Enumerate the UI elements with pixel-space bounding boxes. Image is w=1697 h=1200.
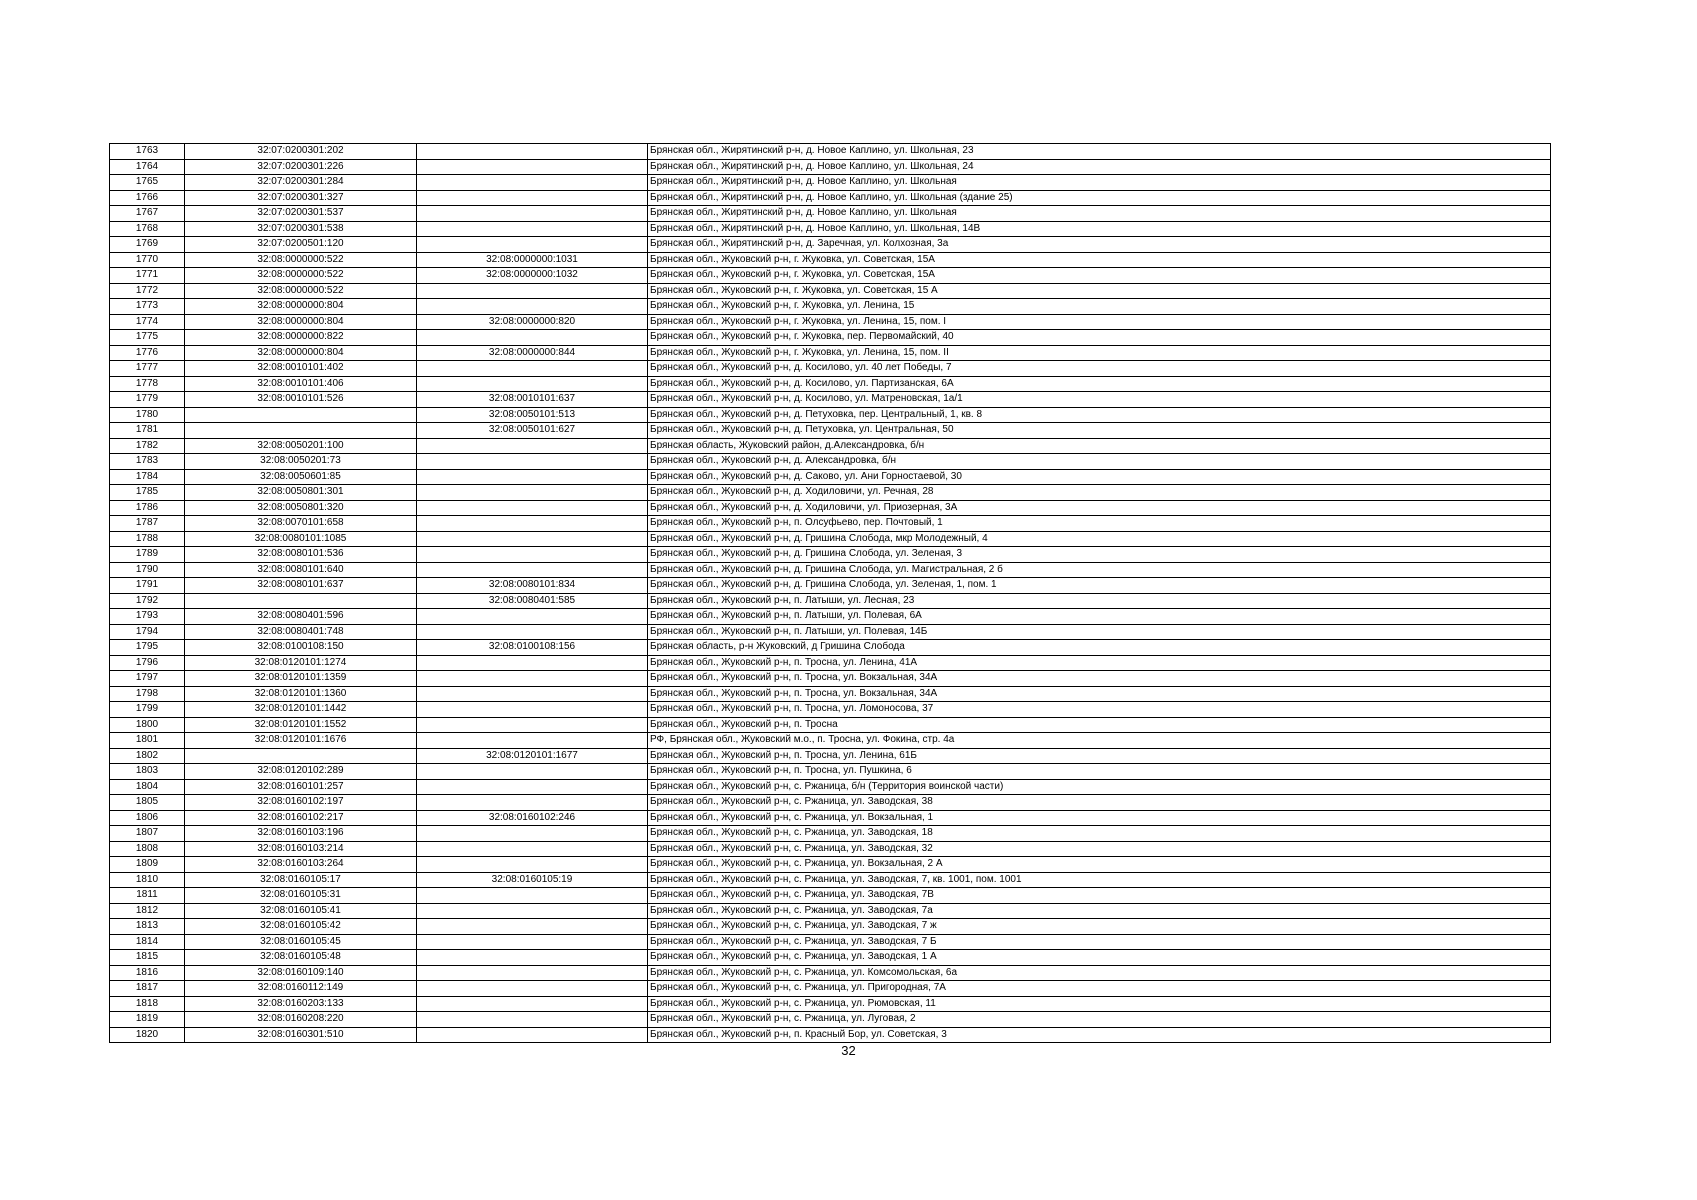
secondary-cadastral-number-cell: 32:08:0000000:1031: [417, 252, 648, 268]
table-row: [110, 190, 1551, 206]
address-cell: Брянская обл., Жуковский р-н, с. Ржаница, ул. Пригородная, 7А: [648, 981, 1551, 997]
row-number-cell: 1810: [110, 872, 185, 888]
cadastral-number-cell: 32:08:0160203:133: [185, 996, 417, 1012]
secondary-cadastral-number-cell: [417, 857, 648, 873]
secondary-cadastral-number-cell: [417, 469, 648, 485]
row-number-cell: 1773: [110, 299, 185, 315]
table-row: [110, 206, 1551, 222]
cadastral-number-cell: 32:08:0080101:1085: [185, 531, 417, 547]
address-cell: Брянская обл., Жирятинский р-н, д. Новое Каплино, ул. Школьная: [648, 206, 1551, 222]
secondary-cadastral-number-cell: [417, 454, 648, 470]
secondary-cadastral-number-cell: [417, 547, 648, 563]
address-cell: Брянская обл., Жуковский р-н, с. Ржаница, ул. Заводская, 7В: [648, 888, 1551, 904]
row-number-cell: 1794: [110, 624, 185, 640]
cadastral-number-cell: 32:07:0200301:226: [185, 159, 417, 175]
cadastral-number-cell: 32:07:0200301:537: [185, 206, 417, 222]
cadastral-number-cell: 32:08:0000000:804: [185, 345, 417, 361]
secondary-cadastral-number-cell: [417, 841, 648, 857]
row-number-cell: 1798: [110, 686, 185, 702]
cadastral-number-cell: 32:07:0200301:538: [185, 221, 417, 237]
cadastral-number-cell: 32:08:0160101:257: [185, 779, 417, 795]
secondary-cadastral-number-cell: [417, 733, 648, 749]
row-number-cell: 1790: [110, 562, 185, 578]
secondary-cadastral-number-cell: [417, 283, 648, 299]
address-cell: Брянская обл., Жирятинский р-н, д. Новое Каплино, ул. Школьная, 23: [648, 144, 1551, 160]
secondary-cadastral-number-cell: 32:08:0160102:246: [417, 810, 648, 826]
table-row: [110, 345, 1551, 361]
table-row: [110, 175, 1551, 191]
cadastral-number-cell: 32:08:0080101:536: [185, 547, 417, 563]
row-number-cell: 1807: [110, 826, 185, 842]
cadastral-number-cell: 32:08:0160208:220: [185, 1012, 417, 1028]
cadastral-number-cell: [185, 593, 417, 609]
row-number-cell: 1800: [110, 717, 185, 733]
address-cell: Брянская обл., Жуковский р-н, п. Тросна, ул. Ломоносова, 37: [648, 702, 1551, 718]
row-number-cell: 1801: [110, 733, 185, 749]
row-number-cell: 1811: [110, 888, 185, 904]
address-cell: Брянская обл., Жирятинский р-н, д. Новое Каплино, ул. Школьная, 14В: [648, 221, 1551, 237]
secondary-cadastral-number-cell: [417, 144, 648, 160]
address-cell: Брянская обл., Жирятинский р-н, д. Новое Каплино, ул. Школьная: [648, 175, 1551, 191]
secondary-cadastral-number-cell: 32:08:0120101:1677: [417, 748, 648, 764]
row-number-cell: 1779: [110, 392, 185, 408]
registry-table-body: [110, 144, 1551, 1043]
table-row: [110, 795, 1551, 811]
secondary-cadastral-number-cell: 32:08:0080101:834: [417, 578, 648, 594]
row-number-cell: 1809: [110, 857, 185, 873]
row-number-cell: 1802: [110, 748, 185, 764]
secondary-cadastral-number-cell: [417, 299, 648, 315]
row-number-cell: 1805: [110, 795, 185, 811]
cadastral-number-cell: 32:08:0000000:522: [185, 252, 417, 268]
table-row: [110, 841, 1551, 857]
address-cell: Брянская обл., Жуковский р-н, п. Тросна, ул. Вокзальная, 34А: [648, 686, 1551, 702]
cadastral-number-cell: 32:08:0050601:85: [185, 469, 417, 485]
address-cell: Брянская обл., Жуковский р-н, с. Ржаница, ул. Заводская, 7а: [648, 903, 1551, 919]
row-number-cell: 1818: [110, 996, 185, 1012]
table-row: [110, 934, 1551, 950]
secondary-cadastral-number-cell: [417, 903, 648, 919]
address-cell: Брянская обл., Жуковский р-н, г. Жуковка, ул. Советская, 15 А: [648, 283, 1551, 299]
row-number-cell: 1780: [110, 407, 185, 423]
secondary-cadastral-number-cell: [417, 965, 648, 981]
secondary-cadastral-number-cell: [417, 888, 648, 904]
table-row: [110, 376, 1551, 392]
address-cell: Брянская обл., Жирятинский р-н, д. Заречная, ул. Колхозная, 3а: [648, 237, 1551, 253]
secondary-cadastral-number-cell: [417, 717, 648, 733]
table-row: [110, 144, 1551, 160]
address-cell: Брянская обл., Жуковский р-н, с. Ржаница, ул. Заводская, 7 ж: [648, 919, 1551, 935]
row-number-cell: 1796: [110, 655, 185, 671]
table-row: [110, 996, 1551, 1012]
address-cell: Брянская обл., Жуковский р-н, д. Косилово, ул. Партизанская, 6А: [648, 376, 1551, 392]
secondary-cadastral-number-cell: 32:08:0000000:844: [417, 345, 648, 361]
cadastral-number-cell: 32:08:0120101:1442: [185, 702, 417, 718]
secondary-cadastral-number-cell: [417, 934, 648, 950]
cadastral-number-cell: 32:07:0200301:202: [185, 144, 417, 160]
row-number-cell: 1814: [110, 934, 185, 950]
cadastral-number-cell: 32:08:0080101:637: [185, 578, 417, 594]
row-number-cell: 1795: [110, 640, 185, 656]
cadastral-number-cell: 32:08:0120101:1552: [185, 717, 417, 733]
cadastral-number-cell: 32:08:0010101:406: [185, 376, 417, 392]
secondary-cadastral-number-cell: [417, 655, 648, 671]
address-cell: Брянская обл., Жирятинский р-н, д. Новое Каплино, ул. Школьная, 24: [648, 159, 1551, 175]
secondary-cadastral-number-cell: 32:08:0100108:156: [417, 640, 648, 656]
secondary-cadastral-number-cell: [417, 609, 648, 625]
address-cell: Брянская обл., Жуковский р-н, д. Петуховка, пер. Центральный, 1, кв. 8: [648, 407, 1551, 423]
row-number-cell: 1781: [110, 423, 185, 439]
address-cell: РФ, Брянская обл., Жуковский м.о., п. Тросна, ул. Фокина, стр. 4а: [648, 733, 1551, 749]
table-row: [110, 981, 1551, 997]
secondary-cadastral-number-cell: [417, 376, 648, 392]
address-cell: Брянская обл., Жуковский р-н, п. Тросна, ул. Вокзальная, 34А: [648, 671, 1551, 687]
secondary-cadastral-number-cell: 32:08:0050101:627: [417, 423, 648, 439]
table-row: [110, 562, 1551, 578]
table-row: [110, 826, 1551, 842]
cadastral-number-cell: 32:08:0120101:1359: [185, 671, 417, 687]
cadastral-number-cell: 32:08:0000000:522: [185, 283, 417, 299]
table-row: [110, 454, 1551, 470]
row-number-cell: 1791: [110, 578, 185, 594]
secondary-cadastral-number-cell: [417, 516, 648, 532]
address-cell: Брянская обл., Жуковский р-н, д. Александровка, б/н: [648, 454, 1551, 470]
row-number-cell: 1803: [110, 764, 185, 780]
table-row: [110, 547, 1551, 563]
table-row: [110, 1027, 1551, 1043]
cadastral-number-cell: 32:08:0120101:1360: [185, 686, 417, 702]
row-number-cell: 1819: [110, 1012, 185, 1028]
secondary-cadastral-number-cell: [417, 175, 648, 191]
address-cell: Брянская обл., Жуковский р-н, г. Жуковка, пер. Первомайский, 40: [648, 330, 1551, 346]
cadastral-number-cell: 32:08:0050801:320: [185, 500, 417, 516]
cadastral-number-cell: 32:08:0000000:522: [185, 268, 417, 284]
secondary-cadastral-number-cell: [417, 361, 648, 377]
table-row: [110, 686, 1551, 702]
address-cell: Брянская обл., Жуковский р-н, д. Саково, ул. Ани Горностаевой, 30: [648, 469, 1551, 485]
address-cell: Брянская обл., Жуковский р-н, п. Тросна, ул. Пушкина, 6: [648, 764, 1551, 780]
cadastral-number-cell: 32:08:0080101:640: [185, 562, 417, 578]
table-row: [110, 593, 1551, 609]
table-row: [110, 857, 1551, 873]
secondary-cadastral-number-cell: [417, 779, 648, 795]
table-row: [110, 221, 1551, 237]
address-cell: Брянская обл., Жуковский р-н, г. Жуковка, ул. Ленина, 15, пом. II: [648, 345, 1551, 361]
cadastral-number-cell: 32:08:0000000:822: [185, 330, 417, 346]
address-cell: Брянская обл., Жуковский р-н, д. Гришина Слобода, мкр Молодежный, 4: [648, 531, 1551, 547]
secondary-cadastral-number-cell: [417, 996, 648, 1012]
cadastral-number-cell: 32:08:0000000:804: [185, 299, 417, 315]
cadastral-number-cell: 32:08:0010101:526: [185, 392, 417, 408]
registry-table: [109, 143, 1551, 1043]
table-row: [110, 469, 1551, 485]
address-cell: Брянская обл., Жуковский р-н, с. Ржаница, ул. Заводская, 38: [648, 795, 1551, 811]
secondary-cadastral-number-cell: [417, 562, 648, 578]
cadastral-number-cell: 32:08:0160102:217: [185, 810, 417, 826]
address-cell: Брянская обл., Жуковский р-н, с. Ржаница, ул. Вокзальная, 1: [648, 810, 1551, 826]
secondary-cadastral-number-cell: [417, 795, 648, 811]
table-row: [110, 299, 1551, 315]
table-row: [110, 655, 1551, 671]
secondary-cadastral-number-cell: [417, 237, 648, 253]
table-row: [110, 1012, 1551, 1028]
row-number-cell: 1769: [110, 237, 185, 253]
table-row: [110, 810, 1551, 826]
table-row: [110, 733, 1551, 749]
cadastral-number-cell: 32:08:0160105:31: [185, 888, 417, 904]
address-cell: Брянская обл., Жуковский р-н, п. Красный Бор, ул. Советская, 3: [648, 1027, 1551, 1043]
table-row: [110, 283, 1551, 299]
secondary-cadastral-number-cell: [417, 1012, 648, 1028]
address-cell: Брянская обл., Жуковский р-н, д. Ходиловичи, ул. Приозерная, 3А: [648, 500, 1551, 516]
table-row: [110, 516, 1551, 532]
row-number-cell: 1808: [110, 841, 185, 857]
cadastral-number-cell: 32:08:0160105:42: [185, 919, 417, 935]
cadastral-number-cell: 32:08:0100108:150: [185, 640, 417, 656]
secondary-cadastral-number-cell: 32:08:0000000:820: [417, 314, 648, 330]
table-row: [110, 702, 1551, 718]
table-row: [110, 159, 1551, 175]
row-number-cell: 1786: [110, 500, 185, 516]
cadastral-number-cell: 32:08:0160103:264: [185, 857, 417, 873]
row-number-cell: 1789: [110, 547, 185, 563]
address-cell: Брянская обл., Жуковский р-н, п. Латыши, ул. Полевая, 14Б: [648, 624, 1551, 640]
secondary-cadastral-number-cell: [417, 919, 648, 935]
cadastral-number-cell: 32:08:0120101:1676: [185, 733, 417, 749]
cadastral-number-cell: 32:08:0120101:1274: [185, 655, 417, 671]
cadastral-number-cell: 32:08:0160102:197: [185, 795, 417, 811]
address-cell: Брянская обл., Жуковский р-н, д. Косилово, ул. Матреновская, 1а/1: [648, 392, 1551, 408]
table-row: [110, 423, 1551, 439]
row-number-cell: 1764: [110, 159, 185, 175]
row-number-cell: 1774: [110, 314, 185, 330]
table-row: [110, 531, 1551, 547]
address-cell: Брянская обл., Жуковский р-н, с. Ржаница, ул. Рюмовская, 11: [648, 996, 1551, 1012]
address-cell: Брянская обл., Жуковский р-н, с. Ржаница, ул. Заводская, 32: [648, 841, 1551, 857]
cadastral-number-cell: 32:08:0120102:289: [185, 764, 417, 780]
cadastral-number-cell: 32:08:0160301:510: [185, 1027, 417, 1043]
cadastral-number-cell: [185, 748, 417, 764]
table-row: [110, 438, 1551, 454]
cadastral-number-cell: 32:08:0160105:48: [185, 950, 417, 966]
address-cell: Брянская обл., Жуковский р-н, п. Тросна, ул. Ленина, 41А: [648, 655, 1551, 671]
address-cell: Брянская обл., Жуковский р-н, с. Ржаница, ул. Комсомольская, 6а: [648, 965, 1551, 981]
secondary-cadastral-number-cell: [417, 826, 648, 842]
row-number-cell: 1793: [110, 609, 185, 625]
address-cell: Брянская обл., Жуковский р-н, г. Жуковка, ул. Ленина, 15: [648, 299, 1551, 315]
table-row: [110, 268, 1551, 284]
secondary-cadastral-number-cell: [417, 671, 648, 687]
cadastral-number-cell: 32:08:0080401:748: [185, 624, 417, 640]
page-number: 32: [841, 1043, 856, 1058]
address-cell: Брянская обл., Жуковский р-н, г. Жуковка, ул. Советская, 15А: [648, 252, 1551, 268]
cadastral-number-cell: 32:08:0160103:214: [185, 841, 417, 857]
table-row: [110, 237, 1551, 253]
cadastral-number-cell: 32:07:0200301:284: [185, 175, 417, 191]
table-row: [110, 330, 1551, 346]
cadastral-number-cell: 32:08:0050201:73: [185, 454, 417, 470]
table-row: [110, 888, 1551, 904]
row-number-cell: 1778: [110, 376, 185, 392]
table-row: [110, 624, 1551, 640]
cadastral-number-cell: [185, 423, 417, 439]
address-cell: Брянская обл., Жирятинский р-н, д. Новое Каплино, ул. Школьная (здание 25): [648, 190, 1551, 206]
address-cell: Брянская обл., Жуковский р-н, д. Гришина Слобода, ул. Зеленая, 1, пом. 1: [648, 578, 1551, 594]
secondary-cadastral-number-cell: [417, 221, 648, 237]
row-number-cell: 1806: [110, 810, 185, 826]
address-cell: Брянская обл., Жуковский р-н, г. Жуковка, ул. Ленина, 15, пом. I: [648, 314, 1551, 330]
table-row: [110, 314, 1551, 330]
secondary-cadastral-number-cell: [417, 950, 648, 966]
cadastral-number-cell: 32:08:0160105:41: [185, 903, 417, 919]
address-cell: Брянская обл., Жуковский р-н, п. Олсуфьево, пер. Почтовый, 1: [648, 516, 1551, 532]
table-row: [110, 392, 1551, 408]
row-number-cell: 1775: [110, 330, 185, 346]
row-number-cell: 1799: [110, 702, 185, 718]
secondary-cadastral-number-cell: [417, 500, 648, 516]
secondary-cadastral-number-cell: [417, 624, 648, 640]
row-number-cell: 1771: [110, 268, 185, 284]
row-number-cell: 1763: [110, 144, 185, 160]
cadastral-number-cell: 32:08:0160105:17: [185, 872, 417, 888]
table-row: [110, 578, 1551, 594]
row-number-cell: 1767: [110, 206, 185, 222]
secondary-cadastral-number-cell: [417, 764, 648, 780]
address-cell: Брянская область, Жуковский район, д.Александровка, б/н: [648, 438, 1551, 454]
row-number-cell: 1815: [110, 950, 185, 966]
secondary-cadastral-number-cell: [417, 531, 648, 547]
secondary-cadastral-number-cell: [417, 330, 648, 346]
row-number-cell: 1782: [110, 438, 185, 454]
address-cell: Брянская обл., Жуковский р-н, с. Ржаница, б/н (Территория воинской части): [648, 779, 1551, 795]
secondary-cadastral-number-cell: [417, 1027, 648, 1043]
address-cell: Брянская обл., Жуковский р-н, с. Ржаница, ул. Луговая, 2: [648, 1012, 1551, 1028]
row-number-cell: 1792: [110, 593, 185, 609]
cadastral-number-cell: 32:08:0050801:301: [185, 485, 417, 501]
secondary-cadastral-number-cell: 32:08:0160105:19: [417, 872, 648, 888]
table-row: [110, 950, 1551, 966]
secondary-cadastral-number-cell: 32:08:0050101:513: [417, 407, 648, 423]
row-number-cell: 1817: [110, 981, 185, 997]
address-cell: Брянская обл., Жуковский р-н, п. Тросна, ул. Ленина, 61Б: [648, 748, 1551, 764]
address-cell: Брянская обл., Жуковский р-н, п. Тросна: [648, 717, 1551, 733]
secondary-cadastral-number-cell: [417, 485, 648, 501]
address-cell: Брянская обл., Жуковский р-н, с. Ржаница, ул. Вокзальная, 2 А: [648, 857, 1551, 873]
row-number-cell: 1772: [110, 283, 185, 299]
cadastral-number-cell: [185, 407, 417, 423]
address-cell: Брянская обл., Жуковский р-н, п. Латыши, ул. Лесная, 23: [648, 593, 1551, 609]
cadastral-number-cell: 32:08:0000000:804: [185, 314, 417, 330]
table-row: [110, 764, 1551, 780]
address-cell: Брянская обл., Жуковский р-н, п. Латыши, ул. Полевая, 6А: [648, 609, 1551, 625]
cadastral-number-cell: 32:07:0200501:120: [185, 237, 417, 253]
cadastral-number-cell: 32:08:0160112:149: [185, 981, 417, 997]
secondary-cadastral-number-cell: [417, 702, 648, 718]
table-row: [110, 407, 1551, 423]
table-row: [110, 748, 1551, 764]
secondary-cadastral-number-cell: [417, 438, 648, 454]
table-row: [110, 252, 1551, 268]
row-number-cell: 1777: [110, 361, 185, 377]
cadastral-number-cell: 32:08:0070101:658: [185, 516, 417, 532]
address-cell: Брянская обл., Жуковский р-н, г. Жуковка, ул. Советская, 15А: [648, 268, 1551, 284]
row-number-cell: 1804: [110, 779, 185, 795]
secondary-cadastral-number-cell: [417, 981, 648, 997]
address-cell: Брянская обл., Жуковский р-н, с. Ржаница, ул. Заводская, 1 А: [648, 950, 1551, 966]
row-number-cell: 1765: [110, 175, 185, 191]
secondary-cadastral-number-cell: [417, 190, 648, 206]
table-row: [110, 485, 1551, 501]
table-row: [110, 779, 1551, 795]
row-number-cell: 1770: [110, 252, 185, 268]
row-number-cell: 1766: [110, 190, 185, 206]
secondary-cadastral-number-cell: 32:08:0080401:585: [417, 593, 648, 609]
cadastral-number-cell: 32:08:0160103:196: [185, 826, 417, 842]
secondary-cadastral-number-cell: [417, 206, 648, 222]
address-cell: Брянская обл., Жуковский р-н, д. Гришина Слобода, ул. Магистральная, 2 б: [648, 562, 1551, 578]
cadastral-number-cell: 32:07:0200301:327: [185, 190, 417, 206]
secondary-cadastral-number-cell: 32:08:0000000:1032: [417, 268, 648, 284]
row-number-cell: 1768: [110, 221, 185, 237]
address-cell: Брянская обл., Жуковский р-н, д. Косилово, ул. 40 лет Победы, 7: [648, 361, 1551, 377]
row-number-cell: 1788: [110, 531, 185, 547]
table-row: [110, 640, 1551, 656]
row-number-cell: 1797: [110, 671, 185, 687]
address-cell: Брянская обл., Жуковский р-н, д. Гришина Слобода, ул. Зеленая, 3: [648, 547, 1551, 563]
table-row: [110, 361, 1551, 377]
row-number-cell: 1776: [110, 345, 185, 361]
secondary-cadastral-number-cell: [417, 159, 648, 175]
table-row: [110, 965, 1551, 981]
table-row: [110, 872, 1551, 888]
address-cell: Брянская обл., Жуковский р-н, д. Ходиловичи, ул. Речная, 28: [648, 485, 1551, 501]
address-cell: Брянская область, р-н Жуковский, д Гришина Слобода: [648, 640, 1551, 656]
table-row: [110, 671, 1551, 687]
table-row: [110, 919, 1551, 935]
row-number-cell: 1820: [110, 1027, 185, 1043]
address-cell: Брянская обл., Жуковский р-н, с. Ржаница, ул. Заводская, 7, кв. 1001, пом. 1001: [648, 872, 1551, 888]
row-number-cell: 1783: [110, 454, 185, 470]
row-number-cell: 1784: [110, 469, 185, 485]
table-row: [110, 717, 1551, 733]
row-number-cell: 1785: [110, 485, 185, 501]
secondary-cadastral-number-cell: [417, 686, 648, 702]
cadastral-number-cell: 32:08:0010101:402: [185, 361, 417, 377]
address-cell: Брянская обл., Жуковский р-н, с. Ржаница, ул. Заводская, 7 Б: [648, 934, 1551, 950]
address-cell: Брянская обл., Жуковский р-н, д. Петуховка, ул. Центральная, 50: [648, 423, 1551, 439]
table-row: [110, 609, 1551, 625]
table-row: [110, 500, 1551, 516]
cadastral-number-cell: 32:08:0160109:140: [185, 965, 417, 981]
address-cell: Брянская обл., Жуковский р-н, с. Ржаница, ул. Заводская, 18: [648, 826, 1551, 842]
row-number-cell: 1813: [110, 919, 185, 935]
row-number-cell: 1787: [110, 516, 185, 532]
cadastral-number-cell: 32:08:0080401:596: [185, 609, 417, 625]
row-number-cell: 1816: [110, 965, 185, 981]
row-number-cell: 1812: [110, 903, 185, 919]
table-row: [110, 903, 1551, 919]
cadastral-number-cell: 32:08:0050201:100: [185, 438, 417, 454]
secondary-cadastral-number-cell: 32:08:0010101:637: [417, 392, 648, 408]
cadastral-number-cell: 32:08:0160105:45: [185, 934, 417, 950]
